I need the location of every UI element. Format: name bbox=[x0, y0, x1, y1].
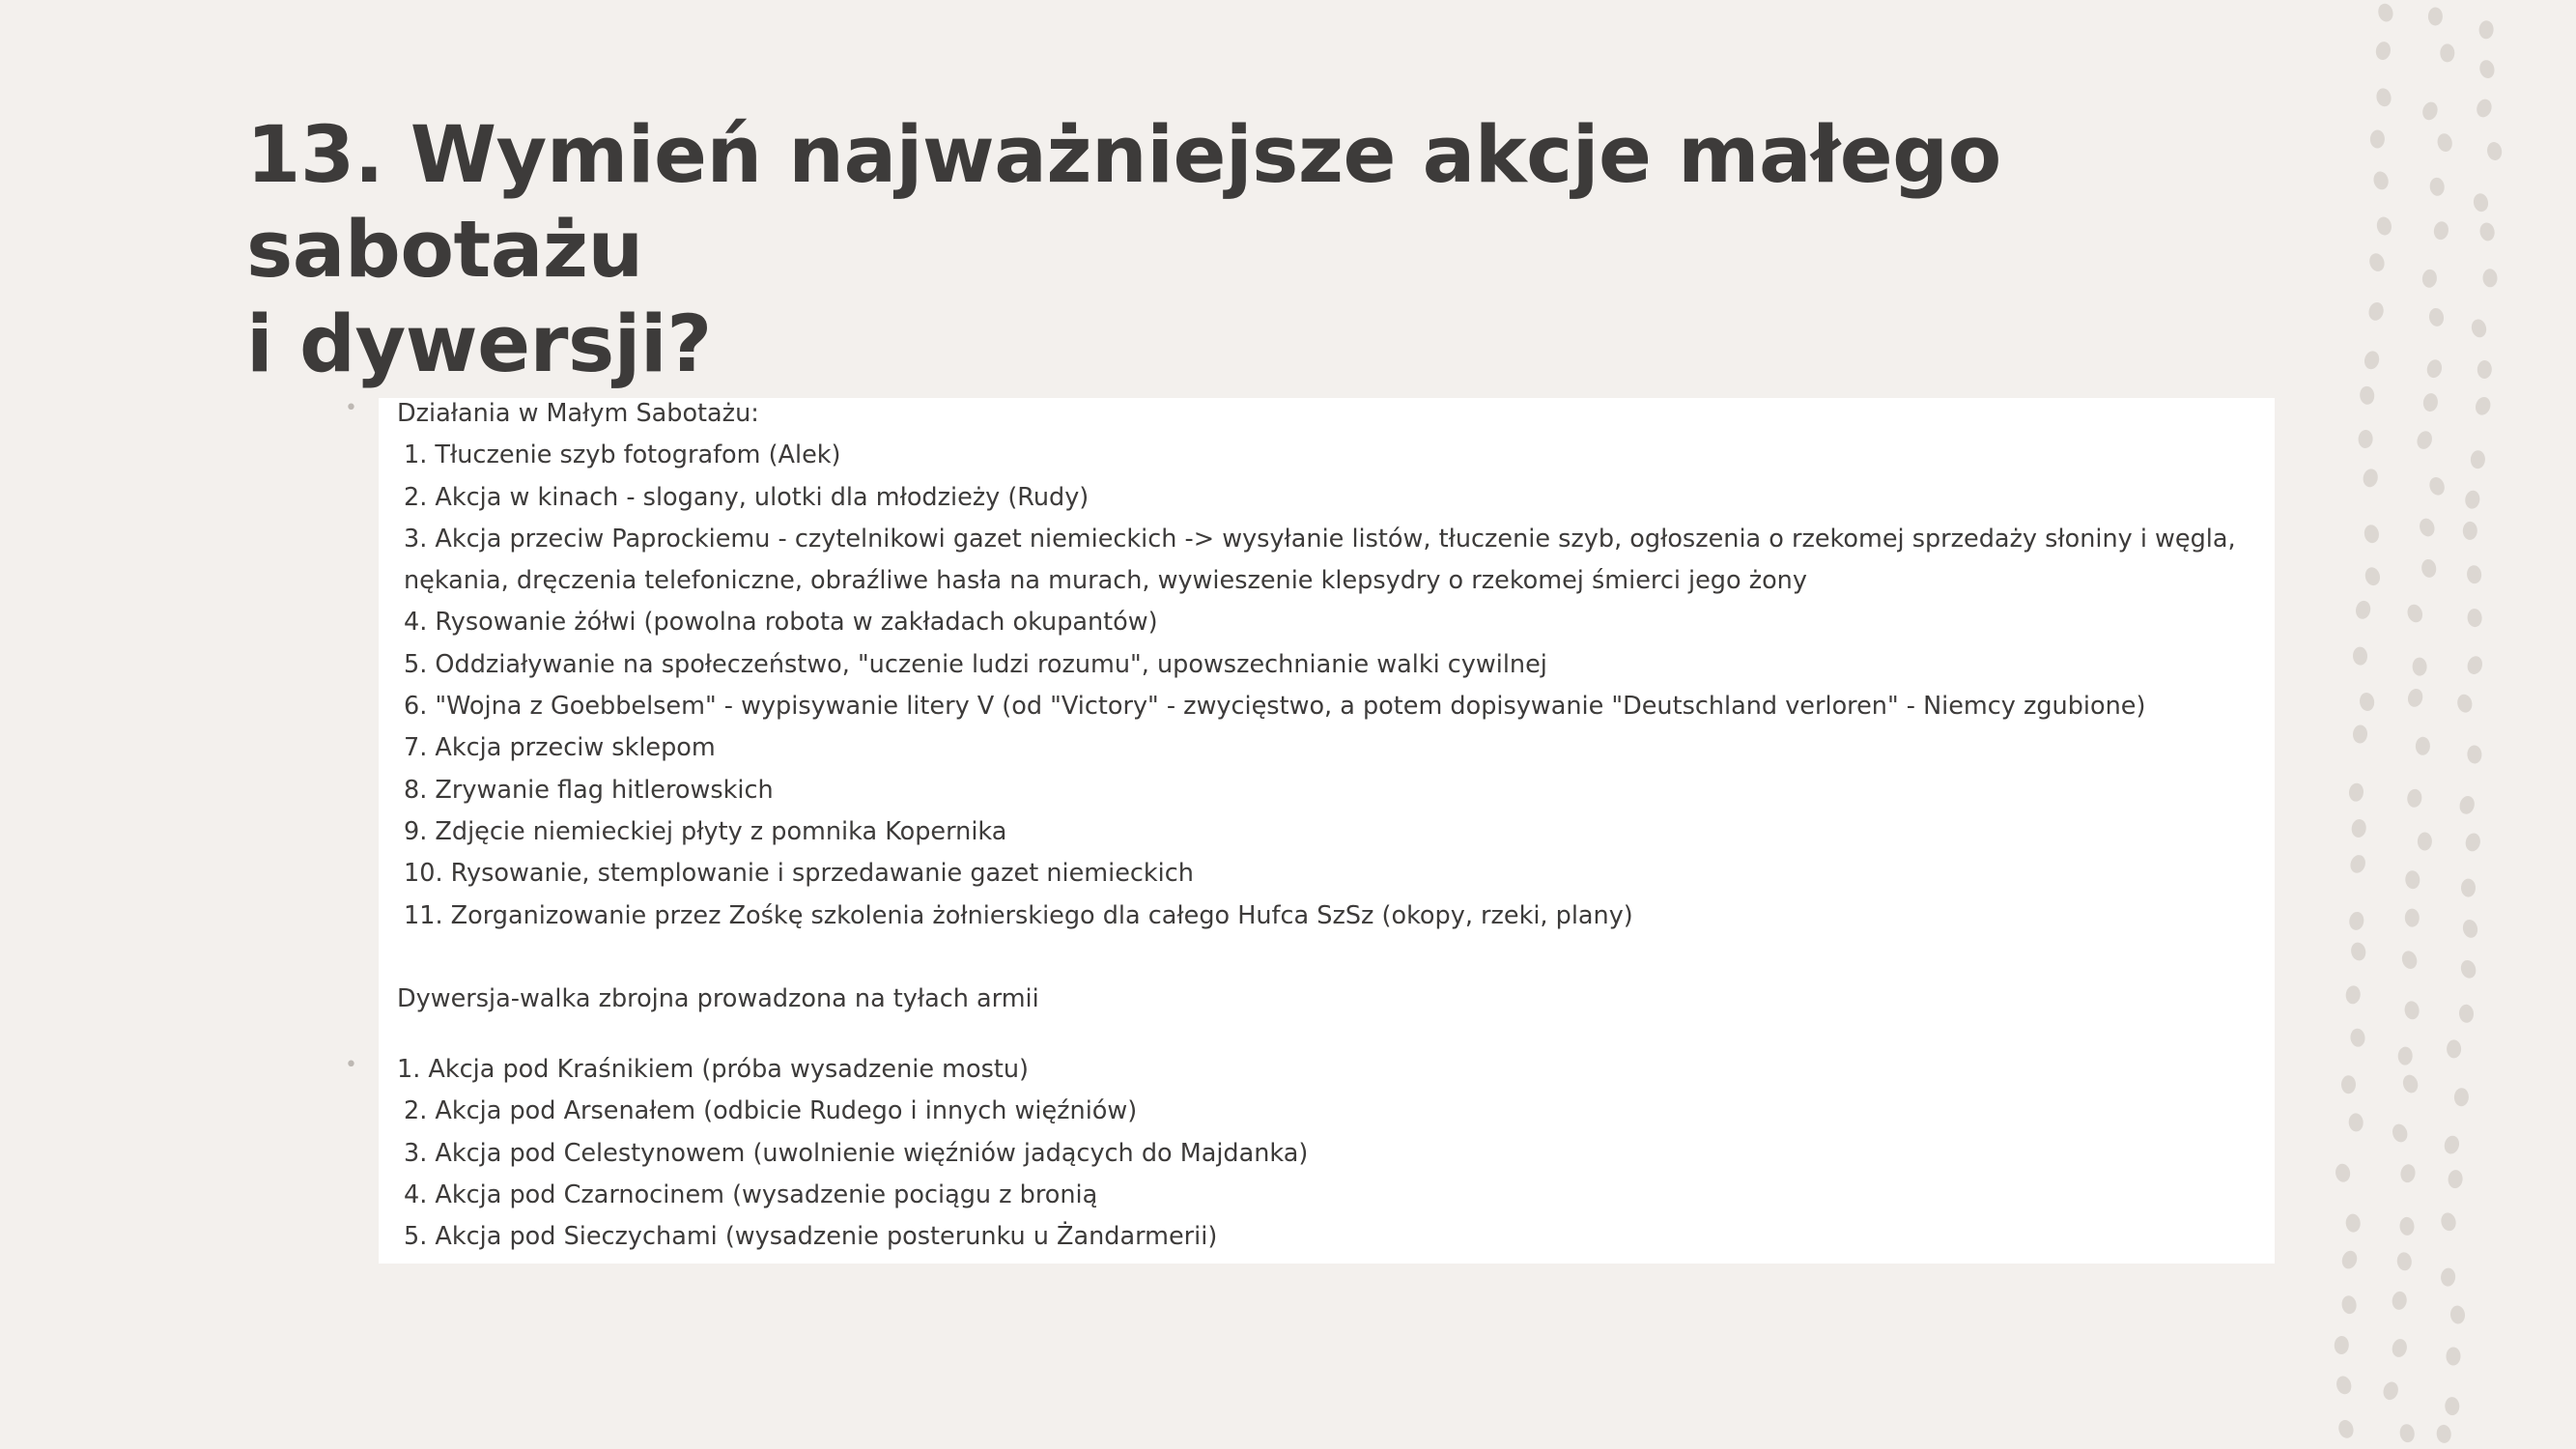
decorative-dot bbox=[2420, 99, 2440, 122]
list-item: 6. "Wojna z Goebbelsem" - wypisywanie litery V (od "Victory" - zwycięstwo, a potem dopisywanie "Deutschland verloren" - Niemcy zgubione) bbox=[404, 692, 2146, 722]
decorative-dot bbox=[2447, 1039, 2461, 1058]
decorative-dot bbox=[2376, 2, 2395, 23]
decorative-dot bbox=[2391, 1122, 2410, 1145]
decorative-dot bbox=[2415, 429, 2435, 451]
decorative-dot bbox=[2455, 693, 2474, 714]
decorative-dot bbox=[2334, 1336, 2349, 1355]
decorative-dot bbox=[2446, 1347, 2460, 1365]
decorative-dot bbox=[2418, 832, 2433, 850]
list-item: 2. Akcja w kinach - slogany, ulotki dla młodzieży (Rudy) bbox=[404, 482, 1090, 512]
decorative-dot bbox=[2363, 524, 2380, 544]
decorative-dot bbox=[2436, 132, 2454, 154]
decorative-dot bbox=[2427, 475, 2447, 497]
decorative-dot bbox=[2422, 392, 2439, 412]
decorative-dot bbox=[2418, 517, 2437, 539]
decorative-dot bbox=[2443, 1134, 2461, 1155]
list-item: 2. Akcja pod Arsenałem (odbicie Rudego i innych więźniów) bbox=[404, 1096, 1138, 1126]
decorative-dot bbox=[2352, 724, 2367, 744]
decorative-dot bbox=[2477, 360, 2492, 380]
decorative-dot bbox=[2340, 1294, 2358, 1315]
decorative-dot bbox=[2467, 609, 2482, 628]
decorative-dot bbox=[2348, 1113, 2364, 1132]
decorative-dot bbox=[2367, 251, 2387, 273]
decorative-dot bbox=[2436, 1424, 2452, 1443]
decorative-dot bbox=[2429, 177, 2446, 196]
decorative-dot bbox=[2358, 430, 2373, 449]
list-item: 1. Akcja pod Kraśnikiem (próba wysadzenie mostu) bbox=[397, 1055, 1029, 1084]
list-item: 3. Akcja pod Celestynowem (uwolnienie więźniów jadących do Majdanka) bbox=[404, 1138, 1309, 1168]
decorative-dot bbox=[2461, 918, 2479, 939]
bullet-section-1: • bbox=[345, 396, 357, 420]
decorative-dot bbox=[2372, 170, 2391, 191]
decorative-dot bbox=[2416, 737, 2431, 755]
decorative-dot bbox=[2341, 1075, 2356, 1094]
list-item: 10. Rysowanie, stemplowanie i sprzedawanie gazet niemieckich bbox=[404, 859, 1194, 889]
decorative-dot bbox=[2475, 98, 2494, 120]
decorative-dot bbox=[2335, 1375, 2354, 1396]
decorative-dot bbox=[2420, 558, 2438, 579]
decorative-dot bbox=[2470, 318, 2488, 339]
decorative-dot bbox=[2345, 1213, 2362, 1233]
decorative-dot bbox=[2458, 958, 2477, 980]
slide-title bbox=[246, 108, 2275, 392]
decorative-dot bbox=[2370, 129, 2386, 149]
decorative-dot bbox=[2466, 564, 2482, 583]
decorative-dot bbox=[2348, 853, 2367, 875]
decorative-dot bbox=[2454, 1088, 2470, 1107]
decorative-dot bbox=[2406, 687, 2424, 708]
decorative-dot bbox=[2364, 566, 2382, 587]
decorative-dot bbox=[2482, 269, 2498, 288]
decorative-dot bbox=[2348, 782, 2364, 803]
decorative-dot bbox=[2464, 832, 2482, 853]
decorative-dot bbox=[2428, 7, 2443, 25]
decorative-dot bbox=[2348, 911, 2365, 931]
decorative-dot bbox=[2345, 985, 2362, 1006]
decorative-dot bbox=[2428, 307, 2446, 327]
decorative-dot bbox=[2421, 269, 2438, 288]
decorative-dot bbox=[2359, 692, 2376, 712]
spacer bbox=[397, 937, 2266, 979]
decorative-dot bbox=[2391, 1291, 2408, 1311]
decorative-dot bbox=[2396, 1251, 2413, 1271]
decorative-dot bbox=[2457, 794, 2477, 815]
decorative-dot bbox=[2425, 358, 2444, 380]
list-item: 5. Akcja pod Sieczychami (wysadzenie posterunku u Żandarmerii) bbox=[404, 1222, 1218, 1252]
decorative-dot bbox=[2465, 654, 2484, 676]
decorative-dot bbox=[2391, 1338, 2409, 1359]
decorative-dot bbox=[2464, 490, 2480, 510]
decorative-dot bbox=[2439, 1211, 2457, 1233]
decorative-dot bbox=[2467, 745, 2482, 764]
list-item: 1. Tłuczenie szyb fotografom (Alek) bbox=[404, 440, 841, 470]
decorative-dot bbox=[2336, 1418, 2356, 1439]
decorative-dot bbox=[2399, 1216, 2415, 1236]
section-heading: Działania w Małym Sabotażu: bbox=[397, 399, 759, 428]
decorative-dot bbox=[2352, 646, 2367, 666]
section-footer: Dywersja-walka zbrojna prowadzona na tyłach armii bbox=[397, 983, 1039, 1013]
decorative-dot bbox=[2399, 1163, 2417, 1183]
decorative-dot bbox=[2478, 221, 2496, 242]
decorative-dot bbox=[2375, 215, 2392, 236]
sabotage-section bbox=[397, 393, 2266, 1020]
decorative-dot bbox=[2349, 941, 2367, 962]
decorative-dot bbox=[2463, 522, 2477, 540]
decorative-dot bbox=[2477, 59, 2496, 80]
list-item: 4. Rysowanie żółwi (powolna robota w zakładach okupantów) bbox=[404, 608, 1158, 638]
decorative-dot bbox=[2405, 908, 2420, 926]
decorative-dot bbox=[2470, 450, 2485, 469]
decorative-dot bbox=[2335, 1163, 2352, 1183]
list-item: 3. Akcja przeciw Paprockiemu - czytelnikowi gazet niemieckich -> wysyłanie listów, tłuczenie szyb, ogłoszenia o rzekomej sprzedaży słoniny i węgla, nękania, dręczenia telefoniczne, obraźliwe hasła na murach, wywieszenie klepsydry o rzekomej śmierci jego żony bbox=[404, 524, 2236, 596]
decorative-dot bbox=[2354, 599, 2372, 620]
decorative-dot bbox=[2474, 395, 2493, 417]
decorative-dot bbox=[2350, 818, 2367, 838]
decorative-dot bbox=[2461, 879, 2476, 897]
list-item: 8. Zrywanie flag hitlerowskich bbox=[404, 775, 774, 805]
decorative-dot bbox=[2362, 468, 2380, 489]
decorative-dot bbox=[2485, 141, 2503, 161]
decorative-dot bbox=[2440, 43, 2454, 62]
decorative-dot bbox=[2375, 87, 2393, 108]
decorative-dot bbox=[2363, 350, 2381, 371]
decorative-dot bbox=[2339, 1249, 2359, 1271]
decorative-dot bbox=[2397, 1046, 2413, 1065]
decorative-dot bbox=[2432, 220, 2449, 241]
decorative-dot bbox=[2401, 1073, 2420, 1095]
decorative-dot bbox=[2398, 1423, 2416, 1443]
bullet-section-2: • bbox=[345, 1053, 357, 1077]
decorative-dot bbox=[2367, 300, 2386, 322]
list-item: 5. Oddziaływanie na społeczeństwo, "uczenie ludzi rozumu", upowszechnianie walki cywilnej bbox=[404, 649, 1547, 679]
list-item: 4. Akcja pod Czarnocinem (wysadzenie pociągu z bronią bbox=[404, 1179, 1098, 1209]
decorative-dot bbox=[2350, 1028, 2366, 1048]
list-item: 11. Zorganizowanie przez Zośkę szkolenia żołnierskiego dla całego Hufca SzSz (okopy, rzeki, plany) bbox=[404, 900, 1633, 930]
decorative-dot bbox=[2478, 20, 2494, 40]
decorative-dot bbox=[2412, 657, 2427, 675]
decorative-dot bbox=[2448, 1169, 2464, 1188]
decorative-dot bbox=[2359, 385, 2375, 405]
decorative-dot bbox=[2449, 1305, 2466, 1325]
diversion-section bbox=[397, 1049, 2266, 1258]
decorative-dot bbox=[2472, 192, 2489, 213]
decorative-dot bbox=[2374, 41, 2392, 62]
list-item: 9. Zdjęcie niemieckiej płyty z pomnika Kopernika bbox=[404, 816, 1007, 846]
decorative-dot bbox=[2445, 1397, 2460, 1416]
title-line-1: 13. Wymień najważniejsze akcje małego sabotażu bbox=[246, 110, 2001, 296]
list-item: 7. Akcja przeciw sklepom bbox=[404, 733, 716, 763]
decorative-dot bbox=[2399, 949, 2419, 971]
decorative-dot bbox=[2381, 1380, 2400, 1403]
decorative-dot bbox=[2440, 1267, 2456, 1287]
decorative-dot bbox=[2405, 603, 2425, 625]
decorative-dot bbox=[2405, 870, 2420, 890]
decorative-dot bbox=[2458, 1004, 2474, 1023]
decorative-dot bbox=[2403, 1000, 2420, 1020]
decorative-dot bbox=[2406, 788, 2422, 809]
title-line-2: i dywersji? bbox=[246, 299, 712, 390]
